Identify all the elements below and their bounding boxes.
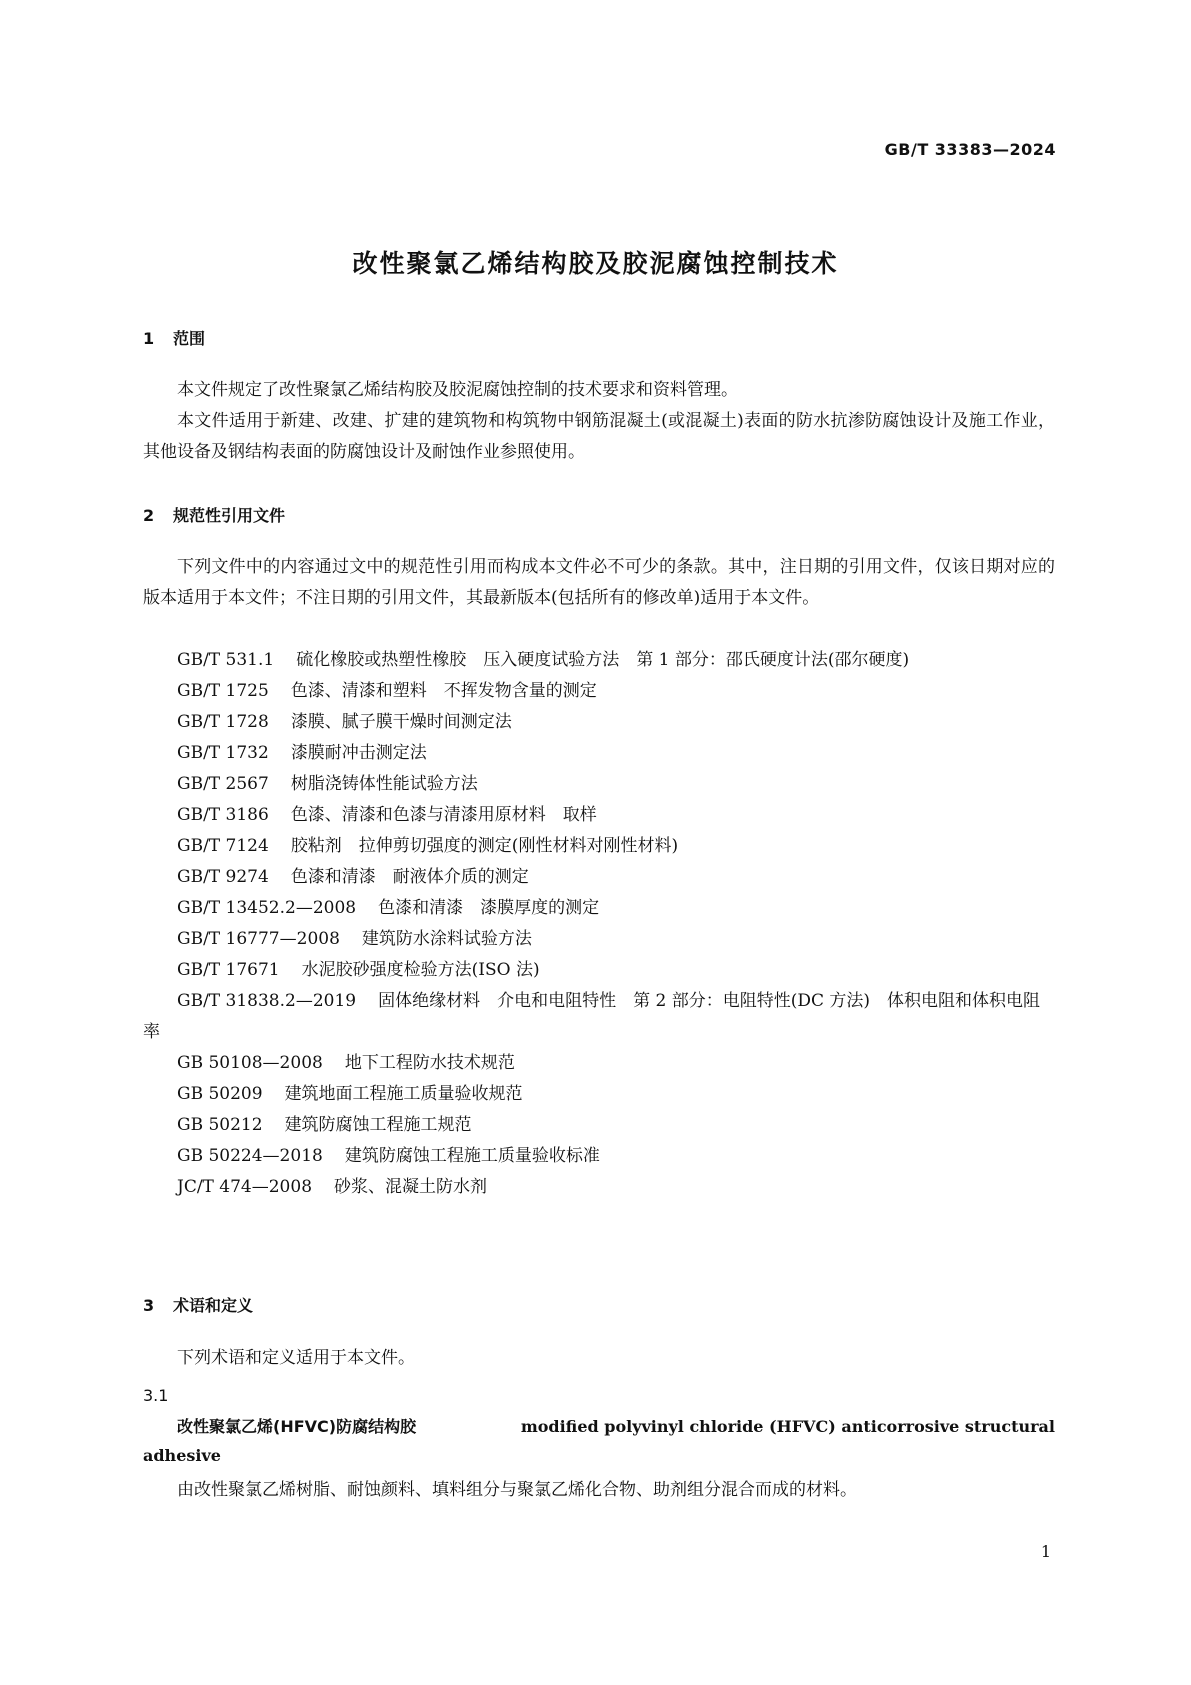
reference-item	[143, 986, 1055, 1048]
term-english: modified polyvinyl chloride (HFVC) anticorrosive structural	[520, 1417, 1055, 1436]
section-1-title: 范围	[173, 329, 206, 348]
reference-title: 树脂浇铸体性能试验方法	[290, 774, 478, 794]
reference-code: GB/T 17671	[177, 960, 280, 980]
reference-code: GB/T 13452.2—2008	[177, 898, 357, 918]
reference-title: 色漆、清漆和塑料 不挥发物含量的测定	[290, 681, 597, 701]
reference-title: 水泥胶砂强度检验方法(ISO 法)	[301, 960, 540, 980]
section-1-heading	[143, 326, 205, 349]
reference-title: 胶粘剂 拉伸剪切强度的测定(刚性材料对刚性材料)	[290, 836, 679, 856]
reference-title: 漆膜、腻子膜干燥时间测定法	[290, 712, 512, 732]
reference-title: 地下工程防水技术规范	[344, 1053, 515, 1073]
reference-code: GB/T 3186	[177, 805, 269, 825]
reference-code: GB 50108—2008	[177, 1053, 323, 1073]
reference-title: 建筑防水涂料试验方法	[361, 929, 532, 949]
term-chinese: 改性聚氯乙烯(HFVC)防腐结构胶	[177, 1417, 417, 1436]
reference-code: JC/T 474—2008	[177, 1177, 313, 1197]
scope-paragraph-2: 本文件适用于新建、改建、扩建的建筑物和构筑物中钢筋混凝土(或混凝土)表面的防水抗渗防腐蚀设计及施工作业，其他设备及钢结构表面的防腐蚀设计及耐蚀作业参照使用。	[143, 411, 1055, 462]
reference-title: 硫化橡胶或热塑性橡胶 压入硬度试验方法 第 1 部分：邵氏硬度计法(邵尔硬度)	[296, 650, 910, 670]
reference-code: GB/T 1725	[177, 681, 269, 701]
reference-item	[143, 707, 1055, 738]
reference-code: GB/T 9274	[177, 867, 269, 887]
reference-code: GB/T 7124	[177, 836, 269, 856]
reference-title: 砂浆、混凝土防水剂	[334, 1177, 488, 1197]
reference-item	[143, 676, 1055, 707]
reference-code: GB 50224—2018	[177, 1146, 323, 1166]
section-3-heading	[143, 1293, 253, 1316]
references-intro: 下列文件中的内容通过文中的规范性引用而构成本文件必不可少的条款。其中，注日期的引用文件，仅该日期对应的版本适用于本文件；不注日期的引用文件，其最新版本(包括所有的修改单)适用于本文件。	[143, 557, 1055, 608]
section-3-title: 术语和定义	[173, 1296, 254, 1315]
reference-title: 建筑防腐蚀工程施工规范	[284, 1115, 472, 1135]
reference-item	[143, 1048, 1055, 1079]
reference-title: 建筑地面工程施工质量验收规范	[284, 1084, 523, 1104]
reference-item	[143, 862, 1055, 893]
reference-item	[143, 645, 1055, 676]
standard-number: GB/T 33383—2024	[884, 140, 1056, 159]
reference-code: GB/T 531.1	[177, 650, 275, 670]
reference-item	[143, 738, 1055, 769]
reference-title: 漆膜耐冲击测定法	[290, 743, 427, 763]
section-2-heading	[143, 503, 285, 526]
reference-item	[143, 893, 1055, 924]
section-3-number: 3	[143, 1296, 155, 1315]
reference-title: 固体绝缘材料 介电和电阻特性 第 2 部分：电阻特性(DC 方法) 体积电阻和体积电阻率	[143, 991, 1041, 1042]
reference-code: GB/T 1728	[177, 712, 269, 732]
section-2-number: 2	[143, 506, 155, 525]
terms-intro: 下列术语和定义适用于本文件。	[177, 1348, 415, 1368]
reference-item	[143, 1141, 1055, 1172]
reference-item	[143, 1110, 1055, 1141]
term-heading	[143, 1411, 1055, 1442]
reference-item	[143, 955, 1055, 986]
section-1-number: 1	[143, 329, 155, 348]
reference-item	[143, 1172, 1055, 1203]
term-definition: 由改性聚氯乙烯树脂、耐蚀颜料、填料组分与聚氯乙烯化合物、助剂组分混合而成的材料。	[177, 1480, 857, 1500]
reference-title: 色漆和清漆 耐液体介质的测定	[290, 867, 529, 887]
scope-paragraph-1: 本文件规定了改性聚氯乙烯结构胶及胶泥腐蚀控制的技术要求和资料管理。	[177, 380, 738, 400]
reference-item	[143, 769, 1055, 800]
reference-title: 色漆、清漆和色漆与清漆用原材料 取样	[290, 805, 597, 825]
term-number: 3.1	[143, 1386, 169, 1405]
reference-code: GB 50209	[177, 1084, 263, 1104]
reference-item	[143, 1079, 1055, 1110]
reference-item	[143, 800, 1055, 831]
reference-title: 色漆和清漆 漆膜厚度的测定	[378, 898, 600, 918]
reference-item	[143, 831, 1055, 862]
section-2-title: 规范性引用文件	[173, 506, 286, 525]
reference-item	[143, 924, 1055, 955]
reference-code: GB/T 31838.2—2019	[177, 991, 357, 1011]
page-number: 1	[1040, 1542, 1051, 1561]
reference-code: GB/T 16777—2008	[177, 929, 340, 949]
term-english-continued: adhesive	[143, 1446, 221, 1465]
reference-code: GB 50212	[177, 1115, 263, 1135]
reference-title: 建筑防腐蚀工程施工质量验收标准	[344, 1146, 600, 1166]
reference-code: GB/T 1732	[177, 743, 269, 763]
document-title: 改性聚氯乙烯结构胶及胶泥腐蚀控制技术	[352, 249, 839, 278]
reference-code: GB/T 2567	[177, 774, 269, 794]
